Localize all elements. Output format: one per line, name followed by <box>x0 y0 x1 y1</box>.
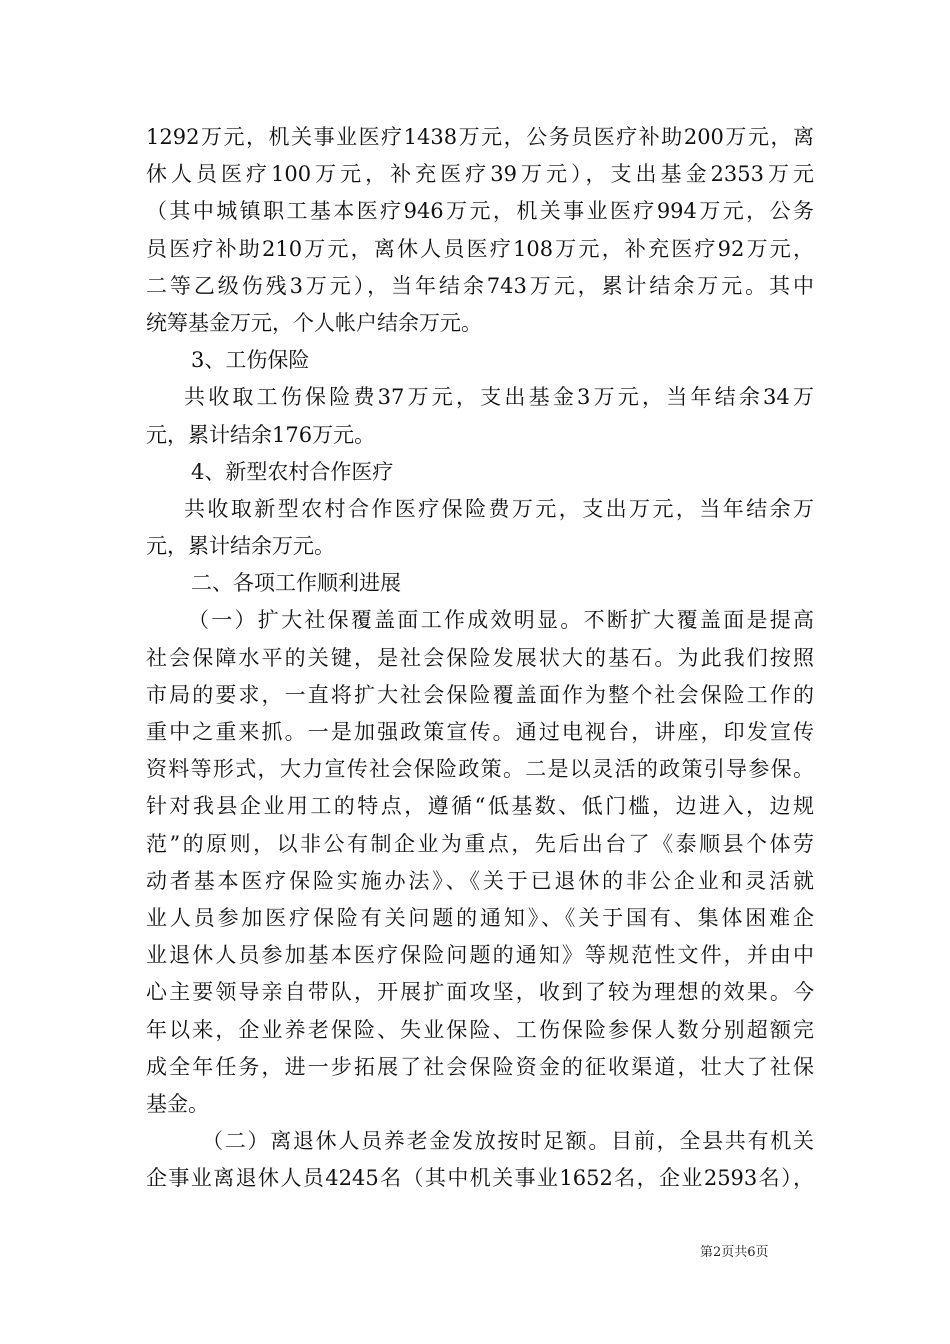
text-line: 元，累计结余176万元。 <box>146 422 376 447</box>
text-line: 市局的要求，一直将扩大社会保险覆盖面作为整个社会保险工作的 <box>146 682 814 707</box>
section-heading: 4、新型农村合作医疗 <box>191 459 394 484</box>
text-line: 业人员参加医疗保险有关问题的通知》、《关于国有、集体困难企 <box>146 905 814 930</box>
text-line: 年以来，企业养老保险、失业保险、工伤保险参保人数分别超额完 <box>146 1017 814 1042</box>
text-line: 动者基本医疗保险实施办法》、《关于已退休的非公企业和灵活就 <box>146 868 814 893</box>
text-line: （其中城镇职工基本医疗946万元，机关事业医疗994万元，公务 <box>146 199 814 224</box>
text-line: 资料等形式，大力宣传社会保险政策。二是以灵活的政策引导参保。 <box>146 757 814 782</box>
text-line: 休人员医疗100万元，补充医疗39万元），支出基金2353万元 <box>146 162 814 187</box>
text-line: 业退休人员参加基本医疗保险问题的通知》等规范性文件，并由中 <box>146 943 814 968</box>
text-line: 二等乙级伤残3万元），当年结余743万元，累计结余万元。其中 <box>146 273 814 298</box>
text-line: 共收取工伤保险费37万元，支出基金3万元，当年结余34万 <box>184 385 814 410</box>
text-line: 针对我县企业用工的特点，遵循“低基数、低门槛，边进入，边规 <box>146 794 814 819</box>
section-heading: 3、工伤保险 <box>191 348 310 373</box>
section-heading: 二、各项工作顺利进展 <box>191 571 401 596</box>
text-line: 基金。 <box>146 1091 209 1116</box>
text-line: 共收取新型农村合作医疗保险费万元，支出万元，当年结余万 <box>184 496 814 521</box>
text-line: 成全年任务，进一步拓展了社会保险资金的征收渠道，壮大了社保 <box>146 1054 814 1079</box>
text-line: 范”的原则，以非公有制企业为重点，先后出台了《泰顺县个体劳 <box>146 831 814 856</box>
text-line: 元，累计结余万元。 <box>146 534 335 559</box>
text-line: 重中之重来抓。一是加强政策宣传。通过电视台，讲座，印发宣传 <box>146 720 814 744</box>
text-line: （二）离退休人员养老金发放按时足额。目前，全县共有机关 <box>202 1129 814 1154</box>
text-line: 社会保障水平的关键，是社会保险发展状大的基石。为此我们按照 <box>146 645 814 670</box>
text-line: 1292万元，机关事业医疗1438万元，公务员医疗补助200万元，离 <box>146 125 814 149</box>
text-line: 统筹基金万元，个人帐户结余万元。 <box>146 310 482 335</box>
page-number: 第2页共6页 <box>700 1245 769 1260</box>
text-line: 员医疗补助210万元，离休人员医疗108万元，补充医疗92万元， <box>146 236 814 261</box>
text-line: 企事业离退休人员4245名（其中机关事业1652名，企业2593名）， <box>146 1166 814 1191</box>
body-text <box>146 119 814 1197</box>
text-line: （一）扩大社保覆盖面工作成效明显。不断扩大覆盖面是提高 <box>188 608 814 633</box>
text-line: 心主要领导亲自带队，开展扩面攻坚，收到了较为理想的效果。今 <box>146 980 814 1005</box>
